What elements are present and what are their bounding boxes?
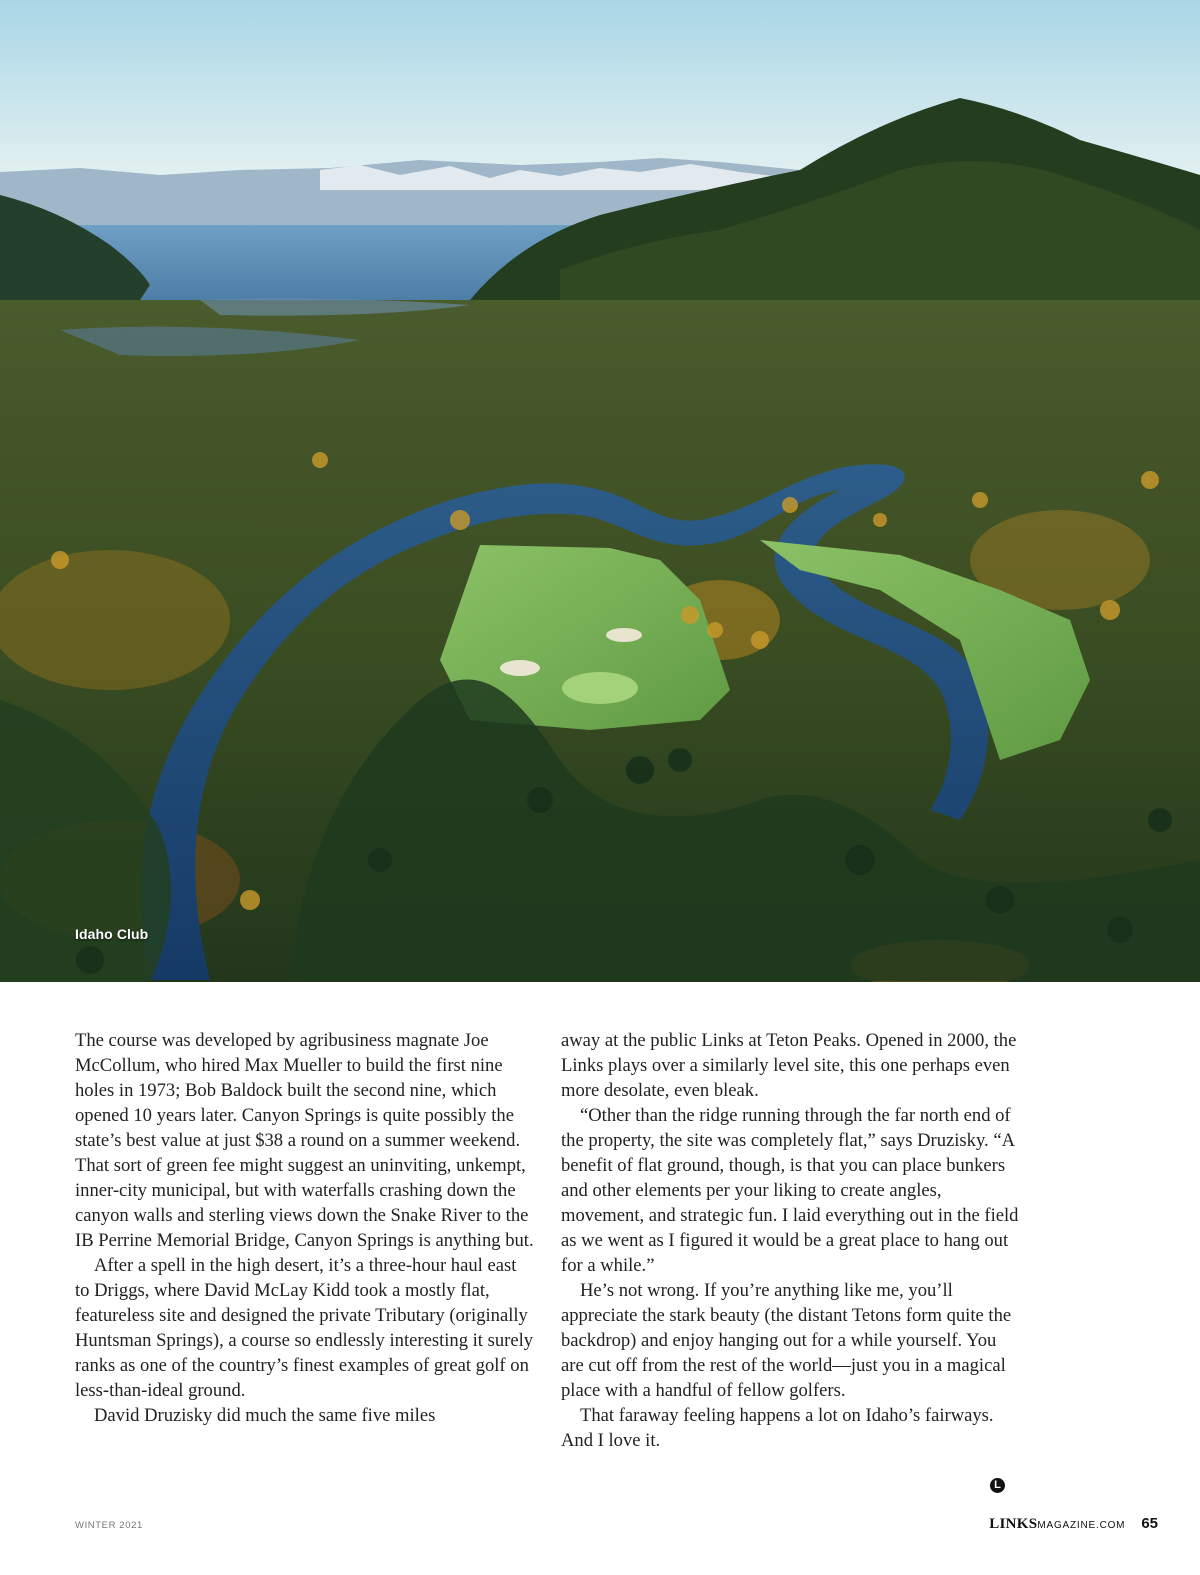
magazine-brand: LINKS [989, 1516, 1038, 1532]
paragraph: After a spell in the high desert, it’s a three-hour haul east to Driggs, where David McLay Kidd took a mostly flat, featureless site and designed the private Tributary (originally Huntsman Springs), a course so endlessly interesting it surely ranks as one of the country’s finest examples of great golf on less-than-ideal ground. [75, 1255, 534, 1401]
issue-date: WINTER 2021 [75, 1520, 143, 1531]
magazine-site: MAGAZINE.COM [1037, 1520, 1126, 1531]
paragraph: “Other than the ridge running through the far north end of the property, the site was completely flat,” says Druzisky. “A benefit of flat ground, though, is that you can place bunkers and other elements per your liking to create angles, movement, and strategic fun. I laid everything out in the field as we went as I figured it would be a great place to hang out for a while.” [561, 1105, 1019, 1276]
paragraph: That faraway feeling happens a lot on Idaho’s fairways. And I love it. [561, 1405, 994, 1451]
paragraph: David Druzisky did much the same five miles [94, 1405, 436, 1426]
paragraph: away at the public Links at Teton Peaks. Opened in 2000, the Links plays over a similarly level site, this one perhaps even more desolate, even bleak. [561, 1030, 1017, 1101]
photo-caption: Idaho Club [75, 926, 149, 942]
folio [989, 1515, 1158, 1533]
end-of-article-icon: L [990, 1478, 1005, 1493]
paragraph: The course was developed by agribusiness magnate Joe McCollum, who hired Max Mueller to build the first nine holes in 1973; Bob Baldock built the second nine, which opened 10 years later. Canyon Springs is quite possibly the state’s best value at just $38 a round on a summer weekend. That sort of green fee might suggest an uninviting, unkempt, inner-city municipal, but with waterfalls crashing down the canyon walls and sterling views down the Snake River to the IB Perrine Memorial Bridge, Canyon Springs is anything but. [75, 1030, 534, 1251]
page-number: 65 [1141, 1515, 1158, 1532]
paragraph: He’s not wrong. If you’re anything like me, you’ll appreciate the stark beauty (the distant Tetons form quite the backdrop) and enjoy hanging out for a while yourself. You are cut off from the rest of the world—just you in a magical place with a handful of fellow golfers. [561, 1280, 1012, 1401]
article-column-right [561, 1028, 1021, 1453]
article-column-left [75, 1028, 535, 1428]
